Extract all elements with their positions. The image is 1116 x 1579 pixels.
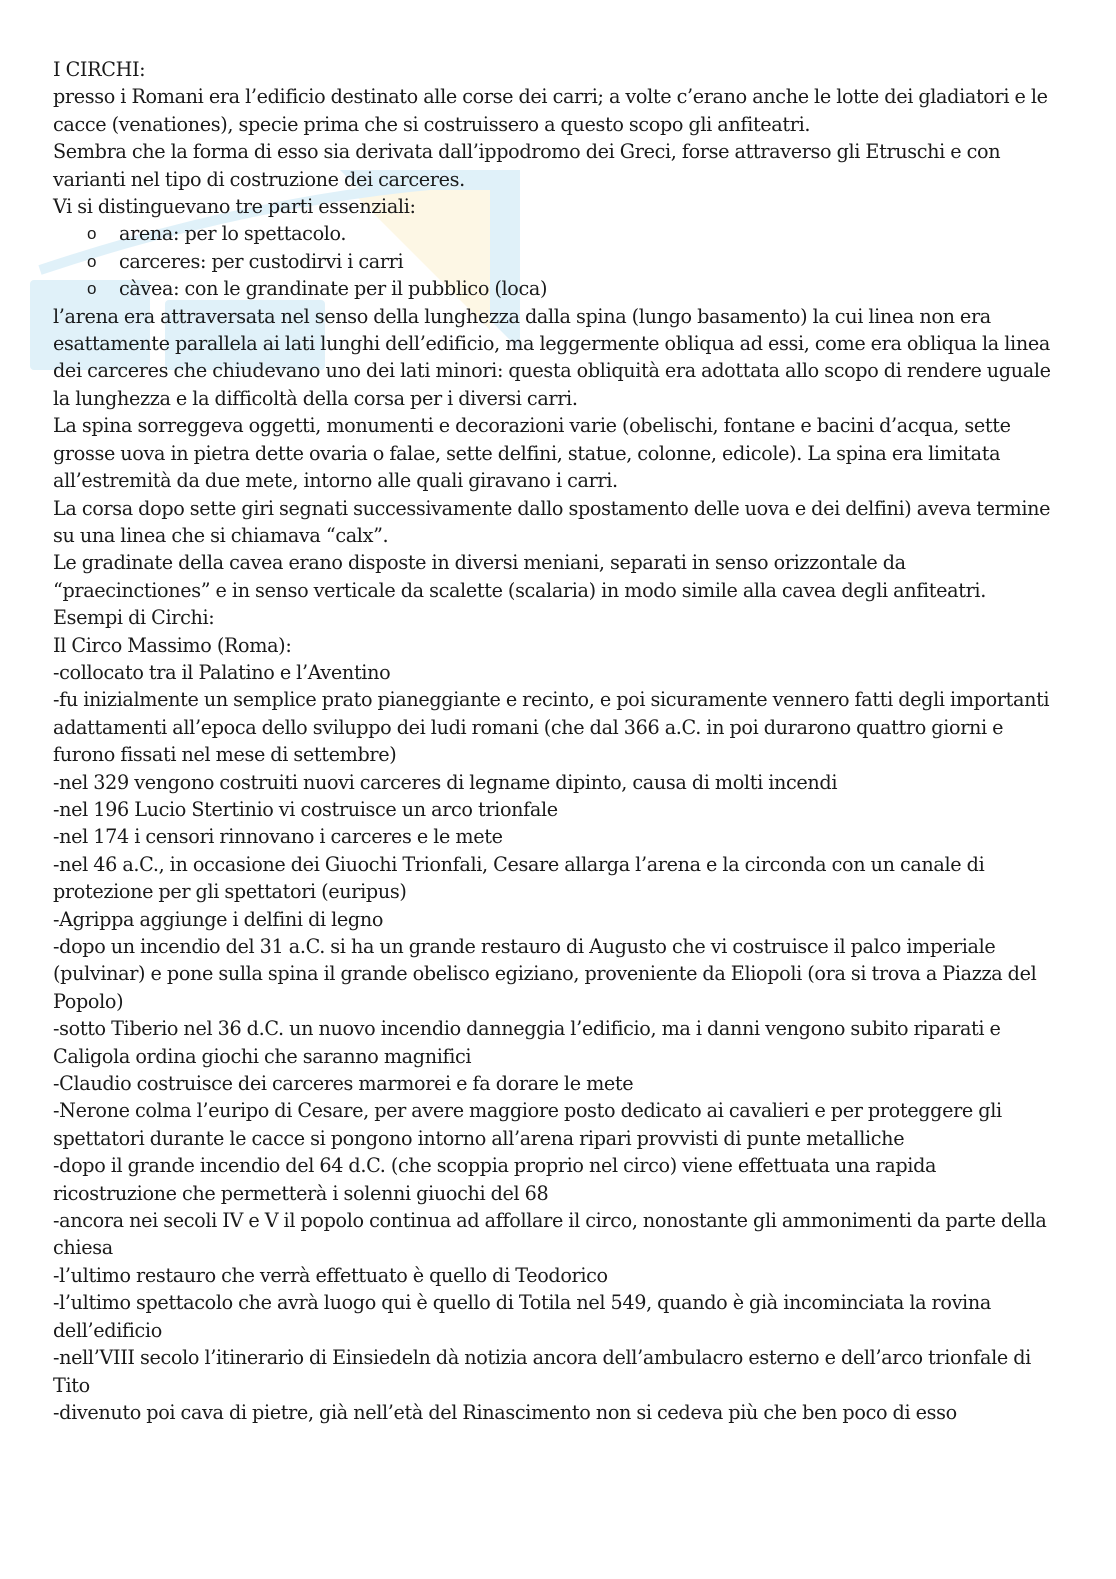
history-item: -l’ultimo spettacolo che avrà luogo qui è quello di Totila nel 549, quando è già incominciata la rovina dell’edificio	[53, 1291, 991, 1342]
history-item: -sotto Tiberio nel 36 d.C. un nuovo incendio danneggia l’edificio, ma i danni vengono subito riparati e Caligola ordina giochi che saranno magnifici	[53, 1017, 1001, 1068]
history-item: -nel 46 a.C., in occasione dei Giuochi Trionfali, Cesare allarga l’arena e la circonda con un canale di protezione per gli spettatori (euripus)	[53, 852, 985, 904]
body-paragraph: La spina sorreggeva oggetti, monumenti e decorazioni varie (obelischi, fontane e bacini d’acqua, sette grosse uova in pietra dette ovaria o falae, sette delfini, statue, colonne, edicole). La spina era limitata all’estremità da due mete, intorno alle quali giravano i carri.	[53, 414, 1011, 493]
history-item: -nel 174 i censori rinnovano i carceres e le mete	[53, 825, 503, 849]
body-section	[53, 303, 1063, 659]
bullet-marker: o	[87, 279, 97, 299]
history-item: -dopo un incendio del 31 a.C. si ha un grande restauro di Augusto che vi costruisce il palco imperiale (pulvinar) e pone sulla spina il grande obelisco egiziano, proveniente da Eliopoli (ora si trova a Piazza del Popolo)	[53, 935, 1037, 1013]
body-paragraph: Il Circo Massimo (Roma):	[53, 633, 292, 657]
body-paragraph: Esempi di Circhi:	[53, 606, 215, 630]
body-paragraph: Le gradinate della cavea erano disposte in diversi meniani, separati in senso orizzontale da “praecinctiones” e in senso verticale da scalette (scalaria) in modo simile alla cavea degli anfiteatri.	[53, 551, 986, 602]
history-section	[53, 659, 1063, 1426]
body-paragraph: l’arena era attraversata nel senso della lunghezza dalla spina (lungo basamento) la cui linea non era esattamente parallela ai lati lunghi dell’edificio, ma leggermente obliqua ad essi, come era obliqua la linea dei carceres che chiudevano uno dei lati minori: questa obliquità era adottata allo scopo di rendere uguale la lunghezza e la difficoltà della corsa per i diversi carri.	[53, 304, 1051, 410]
history-item: -nel 329 vengono costruiti nuovi carceres di legname dipinto, causa di molti incendi	[53, 770, 838, 794]
history-item: -Nerone colma l’euripo di Cesare, per avere maggiore posto dedicato ai cavalieri e per proteggere gli spettatori durante le cacce si pongono intorno all’arena ripari provvisti di punte metalliche	[53, 1099, 1002, 1150]
history-item: -collocato tra il Palatino e l’Aventino	[53, 660, 391, 684]
intro-section	[53, 83, 1063, 220]
history-item: -nell’VIII secolo l’itinerario di Einsiedeln dà notizia ancora dell’ambulacro esterno e dell’arco trionfale di Tito	[53, 1346, 1031, 1397]
list-item-text: càvea: con le grandinate per il pubblico (loca)	[119, 277, 548, 301]
intro-paragraph: Sembra che la forma di esso sia derivata dall’ippodromo dei Greci, forse attraverso gli Etruschi e con varianti nel tipo di costruzione dei carceres.	[53, 140, 1001, 191]
list-item	[53, 220, 1063, 247]
history-item: -fu inizialmente un semplice prato pianeggiante e recinto, e poi sicuramente vennero fatti degli importanti adattamenti all’epoca dello sviluppo dei ludi romani (che dal 366 a.C. in poi durarono quattro giorni e furono fissati nel mese di settembre)	[53, 688, 1050, 767]
intro-paragraph: Vi si distinguevano tre parti essenziali:	[53, 195, 416, 219]
history-item: -nel 196 Lucio Stertinio vi costruisce un arco trionfale	[53, 797, 558, 821]
history-item: -l’ultimo restauro che verrà effettuato è quello di Teodorico	[53, 1263, 608, 1287]
intro-paragraph: presso i Romani era l’edificio destinato alle corse dei carri; a volte c’erano anche le lotte dei gladiatori e le cacce (venationes), specie prima che si costruissero a questo scopo gli anfiteatri.	[53, 85, 1048, 136]
bullet-marker: o	[87, 224, 97, 244]
history-item: -Agrippa aggiunge i delfini di legno	[53, 907, 384, 931]
history-item: -dopo il grande incendio del 64 d.C. (che scoppia proprio nel circo) viene effettuata una rapida ricostruzione che permetterà i solenni giuochi del 68	[53, 1154, 937, 1205]
document-page	[53, 56, 1063, 1426]
list-item-text: arena: per lo spettacolo.	[119, 222, 347, 246]
body-paragraph: La corsa dopo sette giri segnati successivamente dallo spostamento delle uova e dei delfini) aveva termine su una linea che si chiamava “calx”.	[53, 496, 1051, 547]
list-item-text: carceres: per custodirvi i carri	[119, 249, 404, 273]
bullet-marker: o	[87, 251, 97, 271]
history-item: -Claudio costruisce dei carceres marmorei e fa dorare le mete	[53, 1072, 634, 1096]
history-item: -divenuto poi cava di pietre, già nell’età del Rinascimento non si cedeva più che ben poco di esso	[53, 1400, 957, 1424]
parts-list	[53, 220, 1063, 302]
document-title: I CIRCHI:	[53, 58, 146, 81]
list-item	[53, 275, 1063, 302]
list-item	[53, 248, 1063, 275]
history-item: -ancora nei secoli IV e V il popolo continua ad affollare il circo, nonostante gli ammonimenti da parte della chiesa	[53, 1209, 1047, 1260]
